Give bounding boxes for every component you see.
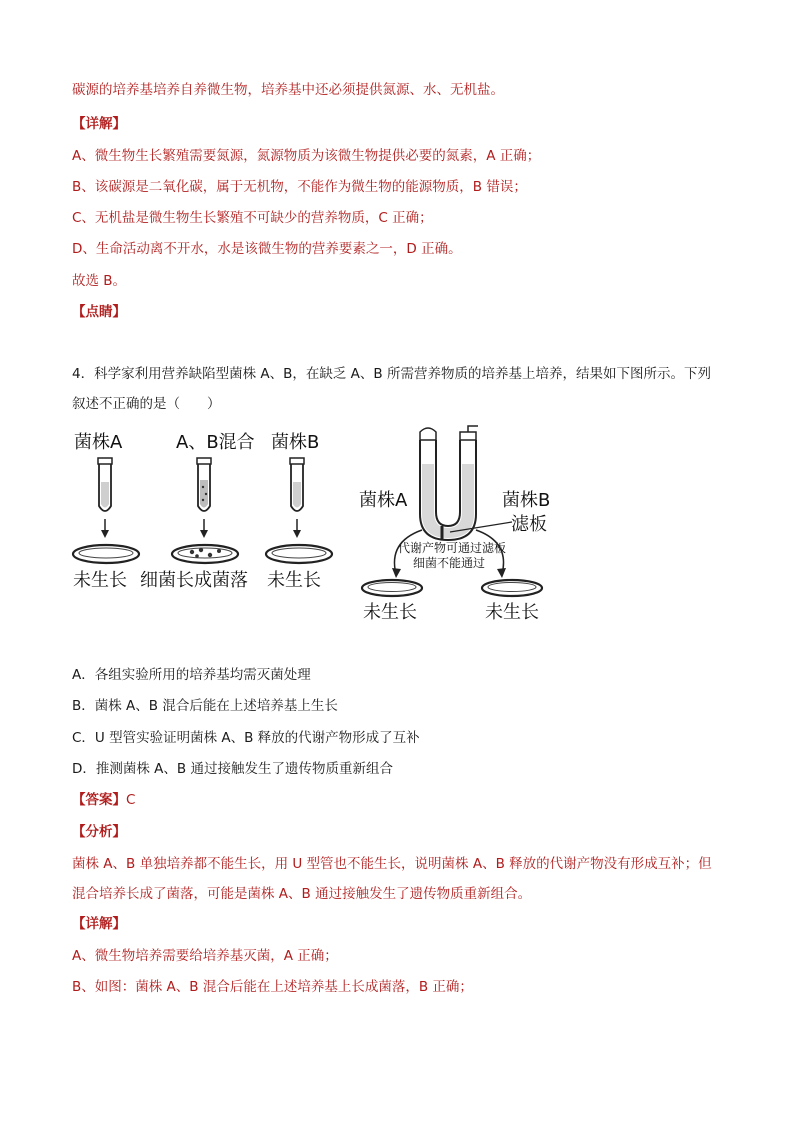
analysis-text-line: 碳源的培养基培养自养微生物，培养基中还必须提供氮源、水、无机盐。 bbox=[72, 82, 504, 98]
analysis-heading: 【分析】 bbox=[72, 824, 126, 840]
result-a-label: 未生长 bbox=[73, 570, 127, 591]
dish-a bbox=[73, 545, 139, 563]
u-result-right-label: 未生长 bbox=[485, 602, 539, 623]
solution-detail-heading: 【详解】 bbox=[72, 916, 126, 932]
tube3-label: 菌株B bbox=[271, 432, 320, 453]
test-tube-b bbox=[290, 458, 304, 511]
solution-detail-a: A、微生物培养需要给培养基灭菌，A 正确； bbox=[72, 948, 338, 964]
tube2-label: A、B混合 bbox=[176, 432, 255, 453]
detail-option-d: D、生命活动离不开水，水是该微生物的营养要素之一，D 正确。 bbox=[72, 241, 462, 257]
solution-detail-b: B、如图：菌株 A、B 混合后能在上述培养基上长成菌落，B 正确； bbox=[72, 979, 473, 995]
u-left-label: 菌株A bbox=[359, 490, 408, 511]
dish-u-left bbox=[362, 580, 422, 596]
option-b: B．菌株 A、B 混合后能在上述培养基上生长 bbox=[72, 698, 338, 714]
analysis-line1: 菌株 A、B 单独培养都不能生长，用 U 型管也不能生长，说明菌株 A、B 释放的代谢产物没有形成互补；但 bbox=[72, 856, 712, 872]
analysis-line2: 混合培养长成了菌落，可能是菌株 A、B 通过接触发生了遗传物质重新组合。 bbox=[72, 886, 532, 902]
result-mixed-label: 细菌长成菌落 bbox=[140, 570, 248, 591]
detail-option-a: A、微生物生长繁殖需要氮源，氮源物质为该微生物提供必要的氮素，A 正确； bbox=[72, 148, 541, 164]
u-right-label: 菌株B bbox=[502, 490, 551, 511]
detail-option-c: C、无机盐是微生物生长繁殖不可缺少的营养物质，C 正确； bbox=[72, 210, 433, 226]
answer-value: C bbox=[126, 792, 136, 808]
option-d: D．推测菌株 A、B 通过接触发生了遗传物质重新组合 bbox=[72, 761, 393, 777]
experiment-figure bbox=[66, 424, 566, 630]
experiment-diagram bbox=[66, 424, 566, 630]
dish-u-right bbox=[482, 580, 542, 596]
detail-option-b: B、该碳源是二氧化碳，属于无机物，不能作为微生物的能源物质，B 错误； bbox=[72, 179, 527, 195]
u-tube bbox=[420, 426, 478, 540]
comment-heading: 【点睛】 bbox=[72, 304, 126, 320]
question-stem-line2: 叙述不正确的是（ ） bbox=[72, 396, 221, 412]
question-stem-line1: 4．科学家利用营养缺陷型菌株 A、B，在缺乏 A、B 所需营养物质的培养基上培养，结果如下图所示。下列 bbox=[72, 366, 711, 382]
choice-statement: 故选 B。 bbox=[72, 273, 127, 289]
result-b-label: 未生长 bbox=[267, 570, 321, 591]
test-tube-a bbox=[98, 458, 112, 511]
option-a: A．各组实验所用的培养基均需灭菌处理 bbox=[72, 667, 311, 683]
u-result-left-label: 未生长 bbox=[363, 602, 417, 623]
answer-heading: 【答案】 bbox=[72, 792, 126, 808]
dish-b bbox=[266, 545, 332, 563]
pass-note-line2: 细菌不能通过 bbox=[413, 556, 486, 570]
tube1-label: 菌株A bbox=[74, 432, 123, 453]
test-tube-mixed bbox=[197, 458, 211, 511]
detail-heading: 【详解】 bbox=[72, 116, 126, 132]
filter-label: 滤板 bbox=[511, 514, 547, 535]
option-c: C．U 型管实验证明菌株 A、B 释放的代谢产物形成了互补 bbox=[72, 730, 420, 746]
dish-mixed bbox=[172, 545, 238, 563]
pass-note-line1: 代谢产物可通过滤板 bbox=[398, 541, 507, 555]
answer-line bbox=[72, 790, 135, 810]
